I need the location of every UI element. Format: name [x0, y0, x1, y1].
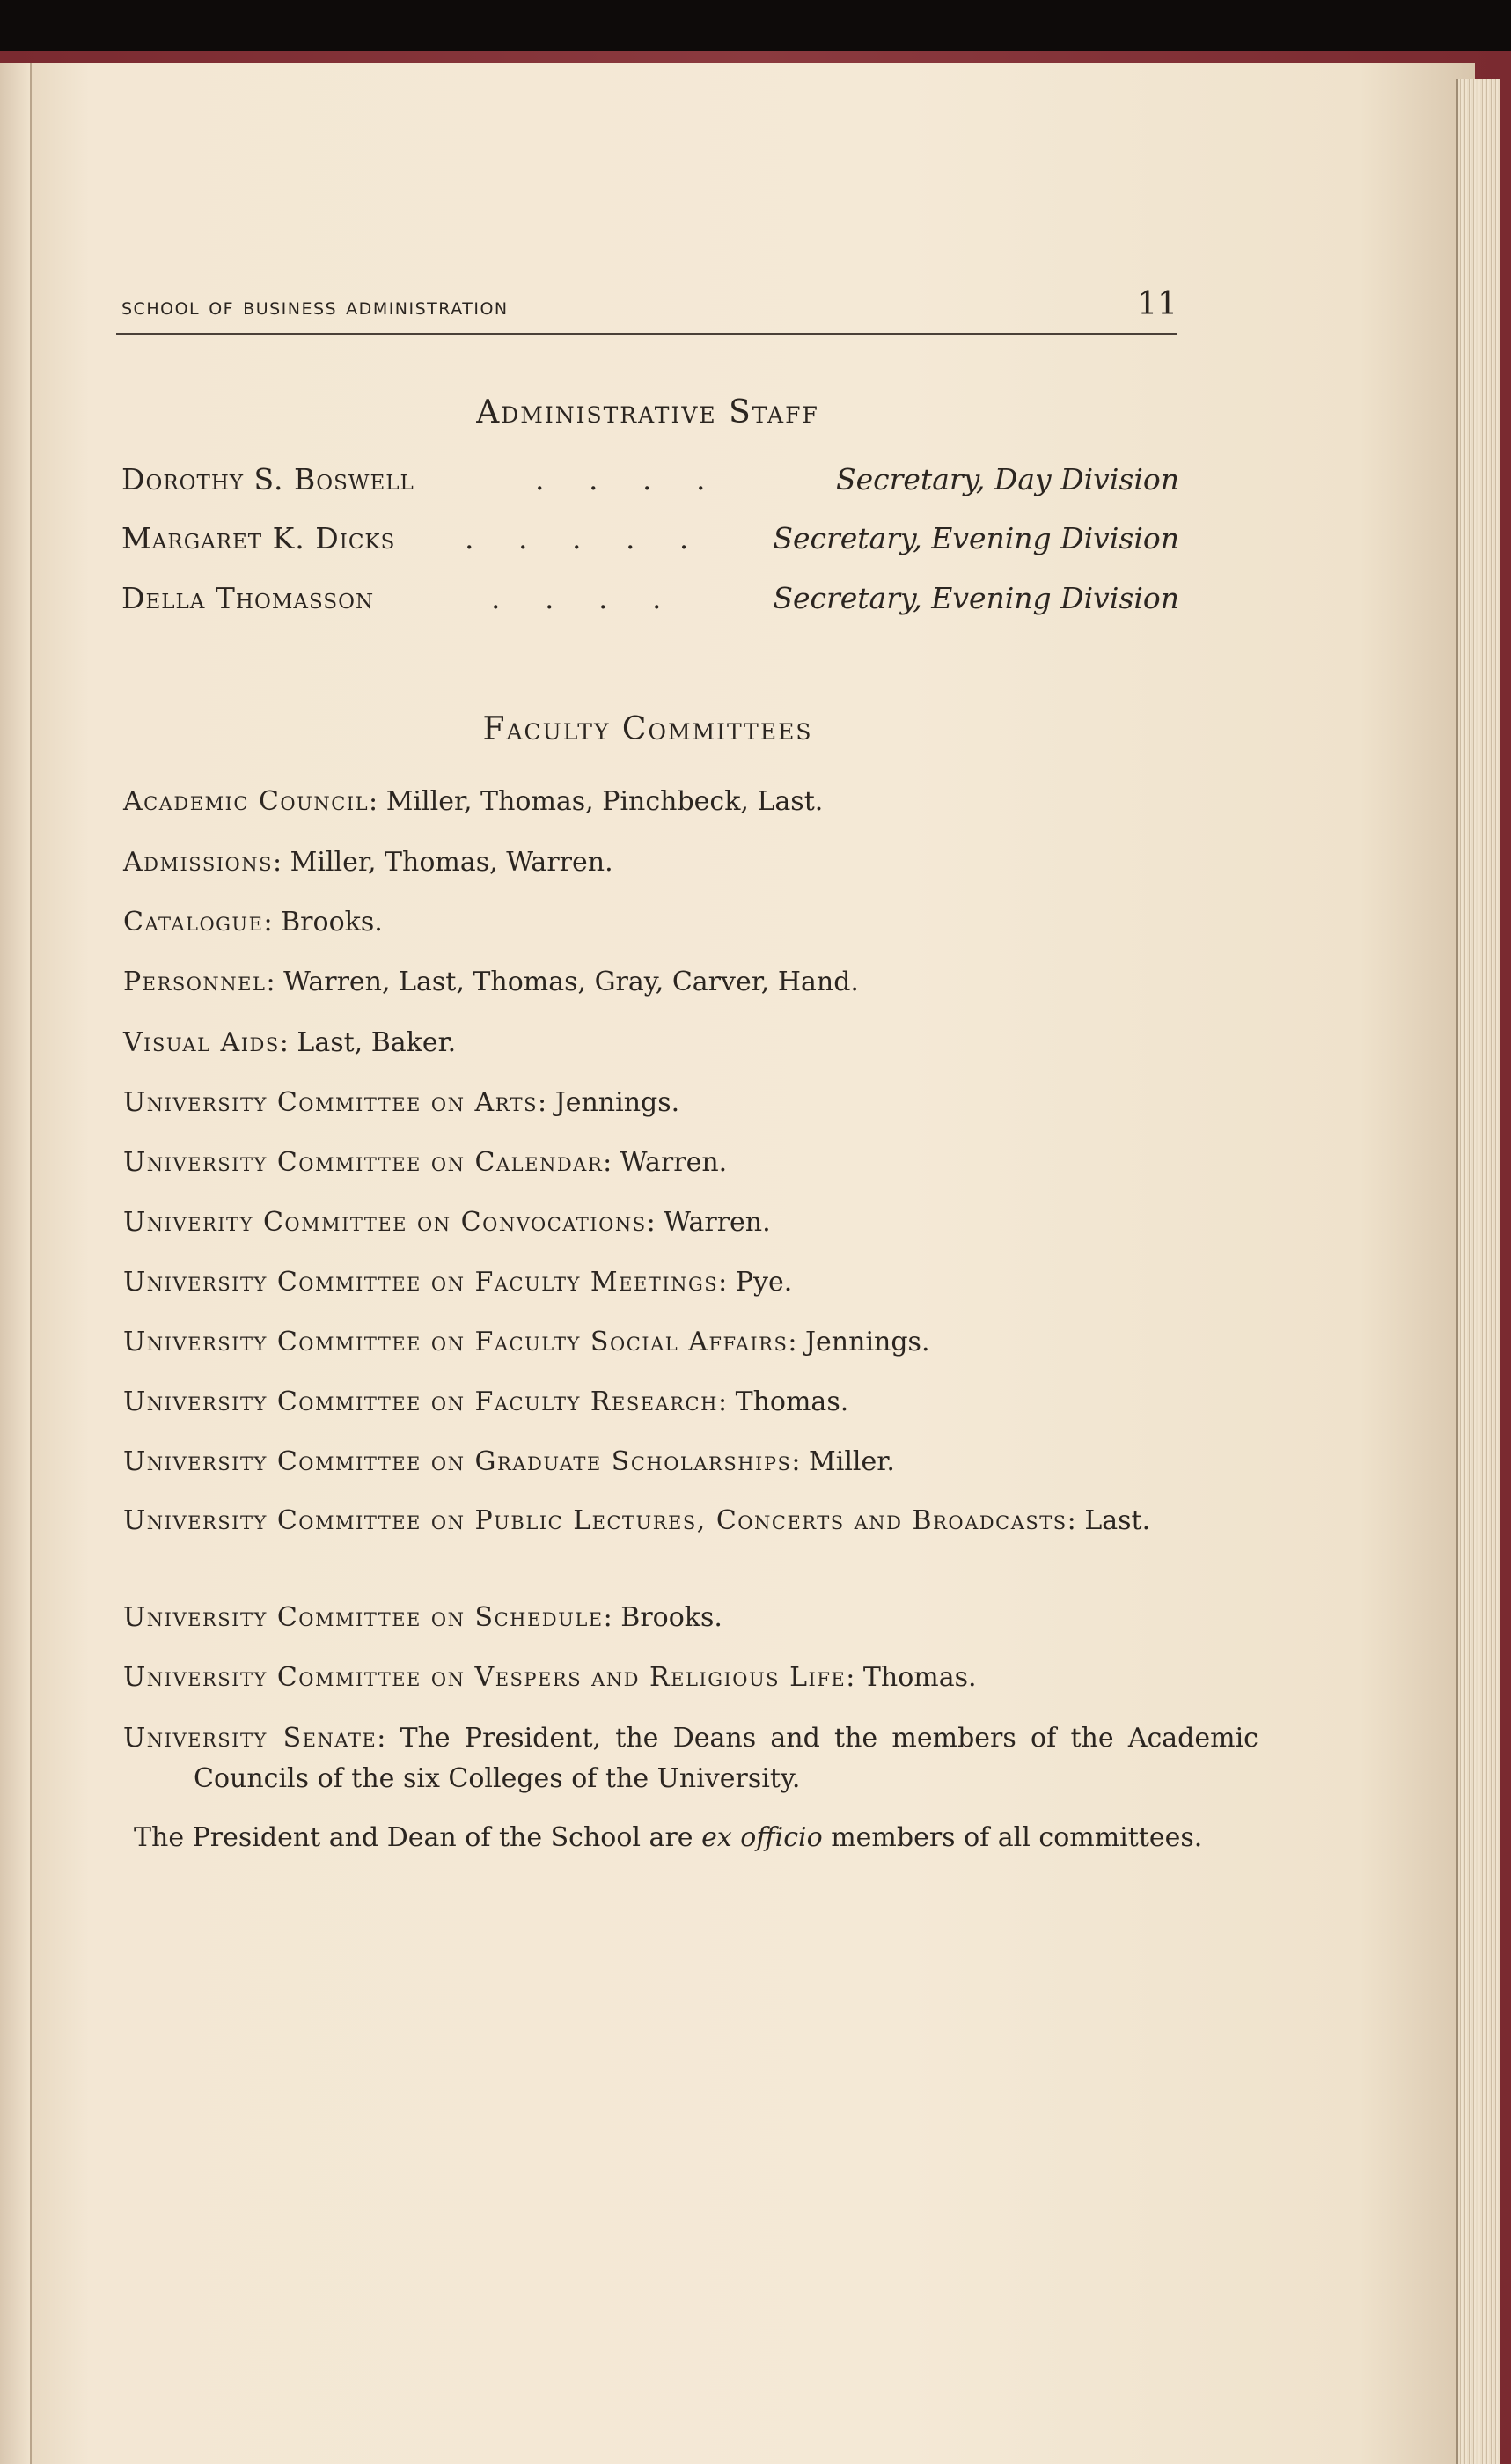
committee-members: Jennings. — [805, 1327, 930, 1357]
running-header — [121, 286, 1177, 332]
committee-entry: Catalogue: Brooks. — [123, 907, 383, 938]
committee-members: Jennings. — [554, 1087, 680, 1118]
committee-entry: University Committee on Faculty Research: Thomas. — [123, 1386, 849, 1417]
committee-entry: University Committee on Public Lectures, Concerts and Broadcasts: Last. — [123, 1505, 1151, 1536]
committee-members: Miller, Thomas, Warren. — [290, 847, 613, 878]
committee-entry: University Committee on Arts: Jennings. — [123, 1087, 680, 1118]
note-text: The President and Dean of the School are — [134, 1822, 693, 1853]
committee-entry: University Committee on Faculty Social Affairs: Jennings. — [123, 1327, 930, 1357]
faculty-committees-heading: Faculty Committees — [482, 711, 813, 747]
committee-entry: Personnel: Warren, Last, Thomas, Gray, Carver, Hand. — [123, 967, 859, 997]
staff-row — [121, 521, 1179, 562]
committee-label: University Committee on Arts — [123, 1087, 539, 1118]
staff-role: Secretary, Evening Division — [773, 521, 1179, 555]
staff-row — [121, 462, 1179, 503]
committee-members: Brooks. — [620, 1602, 722, 1633]
staff-name: Della Thomasson — [121, 581, 375, 615]
administrative-staff-heading: Administrative Staff — [476, 394, 819, 430]
committee-label: University Senate — [123, 1723, 378, 1754]
ex-officio-note — [134, 1818, 1260, 1858]
committee-entry: University Committee on Faculty Meetings: Pye. — [123, 1267, 793, 1298]
committee-entry: Visual Aids: Last, Baker. — [123, 1027, 457, 1058]
committee-entry: University Senate: The President, the Deans and the members of the Academic Councils of the six Colleges of the University. — [123, 1723, 1258, 1794]
leader-dots: . . . . . — [465, 521, 707, 555]
facing-page-edge — [0, 63, 32, 2464]
committee-members: Warren, Last, Thomas, Gray, Carver, Hand. — [283, 967, 859, 997]
running-header-title: school of business administration — [121, 293, 509, 320]
committee-label: University Committee on Vespers and Religious Life — [123, 1662, 847, 1693]
committee-label: University Committee on Public Lectures, Concerts and Broadcasts — [123, 1505, 1067, 1536]
committee-label: University Committee on Graduate Scholarships — [123, 1446, 792, 1477]
committee-members: Brooks. — [281, 907, 383, 938]
header-rule — [116, 333, 1177, 335]
note-italic: ex officio — [701, 1822, 823, 1853]
committee-label: Univerity Committee on Convocations — [123, 1207, 647, 1238]
committee-members: Miller, Thomas, Pinchbeck, Last. — [385, 786, 824, 817]
committee-label: Personnel — [123, 967, 267, 997]
committee-members: Thomas. — [862, 1662, 977, 1693]
committee-entry: University Committee on Vespers and Religious Life: Thomas. — [123, 1662, 977, 1693]
committee-entry: University Committee on Graduate Scholarships: Miller. — [123, 1446, 895, 1477]
committee-members: The President, the Deans and the members of the Academic Councils of the six Colleges of the University. — [194, 1723, 1258, 1794]
staff-row — [121, 581, 1179, 622]
committee-label: University Committee on Faculty Social Affairs — [123, 1327, 789, 1357]
committee-label: University Committee on Faculty Meetings — [123, 1267, 719, 1298]
committee-label: Admissions — [123, 847, 273, 878]
committee-label: Academic Council — [123, 786, 370, 817]
committee-entry: Admissions: Miller, Thomas, Warren. — [123, 847, 613, 878]
staff-name: Margaret K. Dicks — [121, 521, 396, 555]
committee-members: Miller. — [809, 1446, 895, 1477]
committee-label: Visual Aids — [123, 1027, 280, 1058]
page-number: 11 — [1137, 286, 1177, 322]
committee-members: Pye. — [735, 1267, 793, 1298]
committee-label: Catalogue — [123, 907, 264, 938]
committee-members: Last, Baker. — [297, 1027, 457, 1058]
committee-entry: University Committee on Schedule: Brooks. — [123, 1602, 722, 1633]
committee-members: Warren. — [620, 1147, 728, 1178]
staff-role: Secretary, Day Division — [836, 462, 1179, 496]
leader-dots: . . . . — [535, 462, 723, 496]
page-stack-edge — [1456, 79, 1500, 2464]
committee-entry: Academic Council: Miller, Thomas, Pinchbeck, Last. — [123, 786, 824, 817]
leader-dots: . . . . — [491, 581, 679, 615]
committee-label: University Committee on Schedule — [123, 1602, 604, 1633]
staff-name: Dorothy S. Boswell — [121, 462, 414, 496]
staff-role: Secretary, Evening Division — [773, 581, 1179, 615]
committee-label: University Committee on Calendar — [123, 1147, 604, 1178]
committee-members: Last. — [1084, 1505, 1151, 1536]
committee-members: Thomas. — [735, 1386, 849, 1417]
committee-label: University Committee on Faculty Research — [123, 1386, 718, 1417]
committee-entry: Univerity Committee on Convocations: Warren. — [123, 1207, 771, 1238]
committee-members: Warren. — [664, 1207, 771, 1238]
committee-entry: University Committee on Calendar: Warren. — [123, 1147, 728, 1178]
note-text-end: members of all committees. — [831, 1822, 1203, 1853]
